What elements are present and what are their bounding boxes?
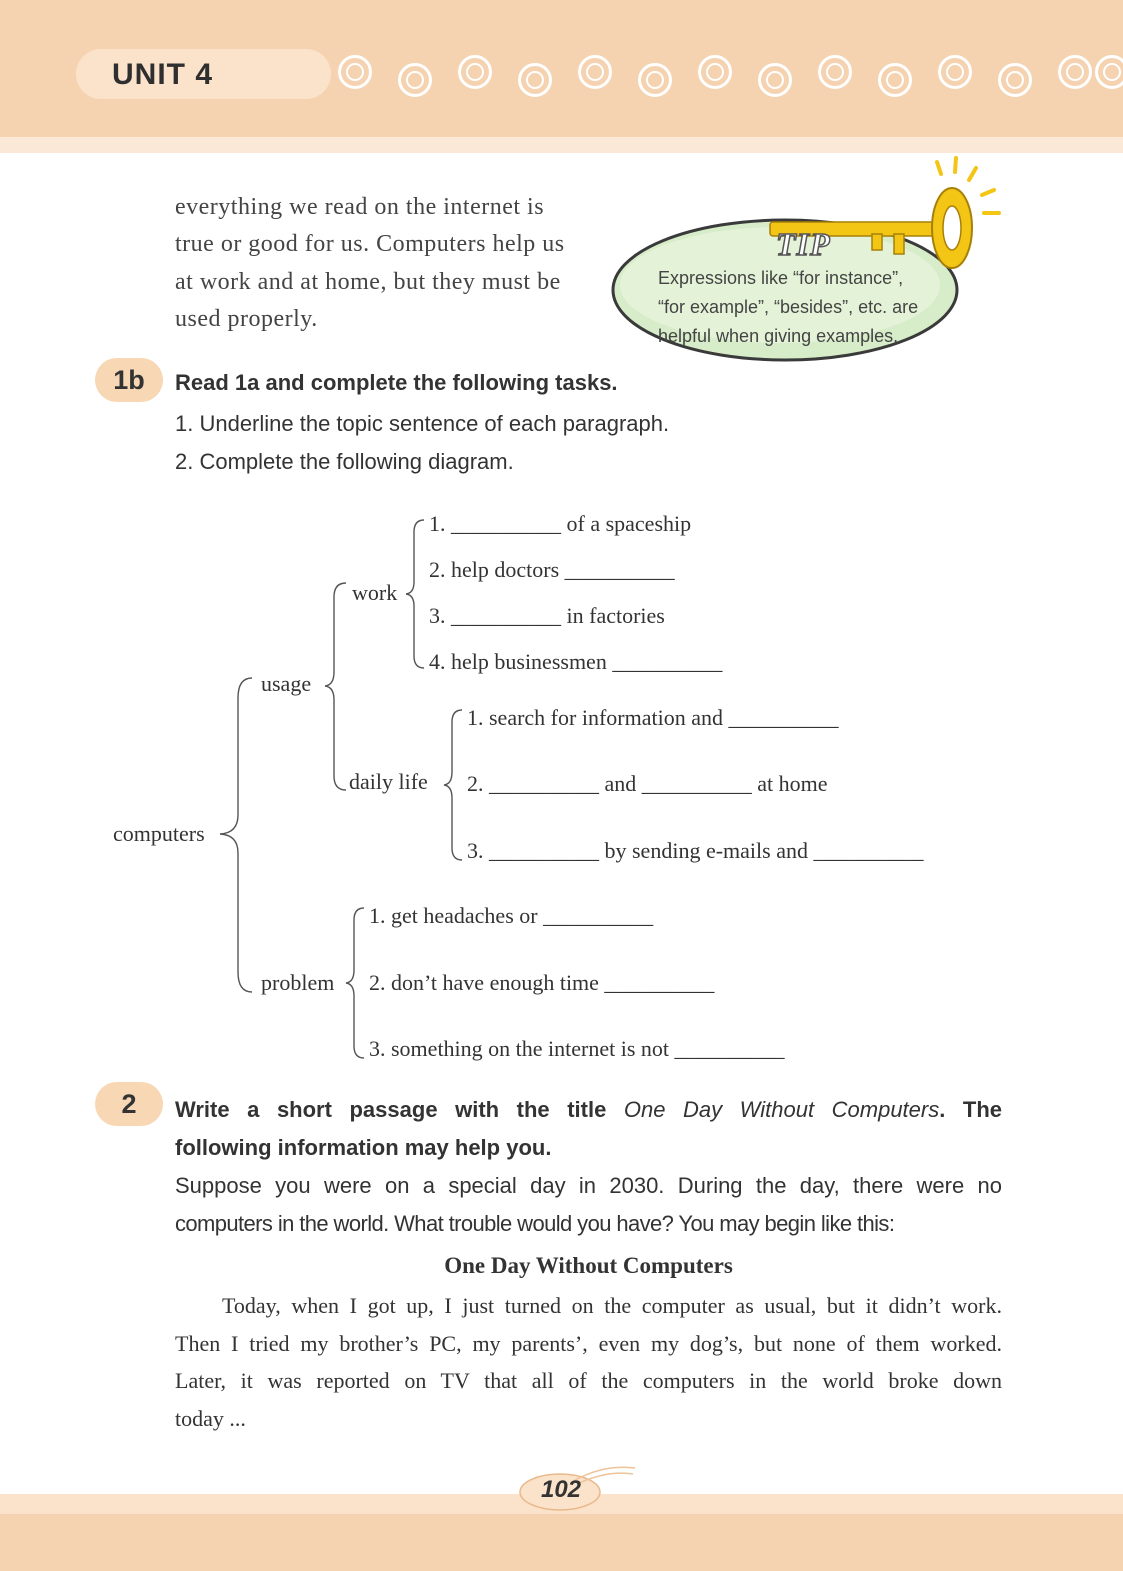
passage-line: Then I tried my brother’s PC, my parents’, even my dog’s, but none of them worked. bbox=[175, 1331, 1002, 1356]
problem-item: 1. get headaches or __________ bbox=[369, 903, 654, 928]
diagram-usage: usage bbox=[261, 671, 312, 696]
brace-work bbox=[406, 520, 424, 668]
intro-line: true or good for us. Computers help us bbox=[175, 231, 565, 257]
task-2-heading bbox=[175, 1097, 1002, 1123]
task-2-body: Suppose you were on a special day in 2030. During the day, there were no bbox=[175, 1173, 1002, 1198]
task-2-heading-end: . The bbox=[939, 1097, 1003, 1122]
tip-line: helpful when giving examples. bbox=[658, 326, 899, 346]
problem-item: 2. don’t have enough time __________ bbox=[369, 970, 715, 995]
tip-line: Expressions like “for instance”, bbox=[658, 268, 904, 288]
diagram-daily-life: daily life bbox=[349, 769, 428, 794]
daily-item: 2. __________ and __________ at home bbox=[467, 771, 828, 796]
tip-line: “for example”, “besides”, etc. are bbox=[658, 297, 919, 317]
task-2-badge: 2 bbox=[95, 1082, 163, 1126]
work-item: 1. __________ of a spaceship bbox=[429, 511, 692, 536]
work-item: 4. help businessmen __________ bbox=[429, 649, 723, 674]
tip-title: TIP bbox=[776, 226, 831, 262]
daily-item: 1. search for information and __________ bbox=[467, 705, 839, 730]
passage-line: today ... bbox=[175, 1406, 246, 1431]
problem-item: 3. something on the internet is not __________ bbox=[369, 1036, 785, 1061]
diagram-problem: problem bbox=[261, 970, 335, 995]
brace-usage bbox=[325, 583, 346, 790]
diagram-root: computers bbox=[113, 821, 205, 846]
task-2-heading-text: Write a short passage with the title bbox=[175, 1097, 624, 1122]
brace-problem bbox=[346, 908, 364, 1058]
work-item: 3. __________ in factories bbox=[429, 603, 665, 628]
daily-item: 3. __________ by sending e-mails and __________ bbox=[467, 838, 924, 863]
brace-daily bbox=[444, 710, 462, 860]
passage-line: Today, when I got up, I just turned on the computer as usual, but it didn’t work. bbox=[222, 1293, 1002, 1318]
unit-title: UNIT 4 bbox=[112, 58, 214, 91]
intro-line: used properly. bbox=[175, 306, 318, 332]
task-2-heading-line2: following information may help you. bbox=[175, 1135, 552, 1160]
passage-line: Later, it was reported on TV that all of the computers in the world broke down bbox=[175, 1368, 1002, 1393]
task-1b-item: 2. Complete the following diagram. bbox=[175, 449, 514, 474]
passage-title: One Day Without Computers bbox=[444, 1253, 733, 1278]
intro-line: at work and at home, but they must be bbox=[175, 269, 561, 295]
diagram-work: work bbox=[352, 580, 398, 605]
work-item: 2. help doctors __________ bbox=[429, 557, 675, 582]
task-1b-badge: 1b bbox=[95, 358, 163, 402]
task-1b-heading: Read 1a and complete the following tasks. bbox=[175, 370, 618, 395]
intro-line: everything we read on the internet is bbox=[175, 194, 545, 220]
task-1b-item: 1. Underline the topic sentence of each paragraph. bbox=[175, 411, 670, 436]
page-number: 102 bbox=[540, 1476, 582, 1503]
task-2-body: computers in the world. What trouble would you have? You may begin like this: bbox=[175, 1211, 895, 1236]
brace-computers bbox=[220, 678, 252, 992]
task-2-heading-title: One Day Without Computers bbox=[623, 1097, 940, 1122]
